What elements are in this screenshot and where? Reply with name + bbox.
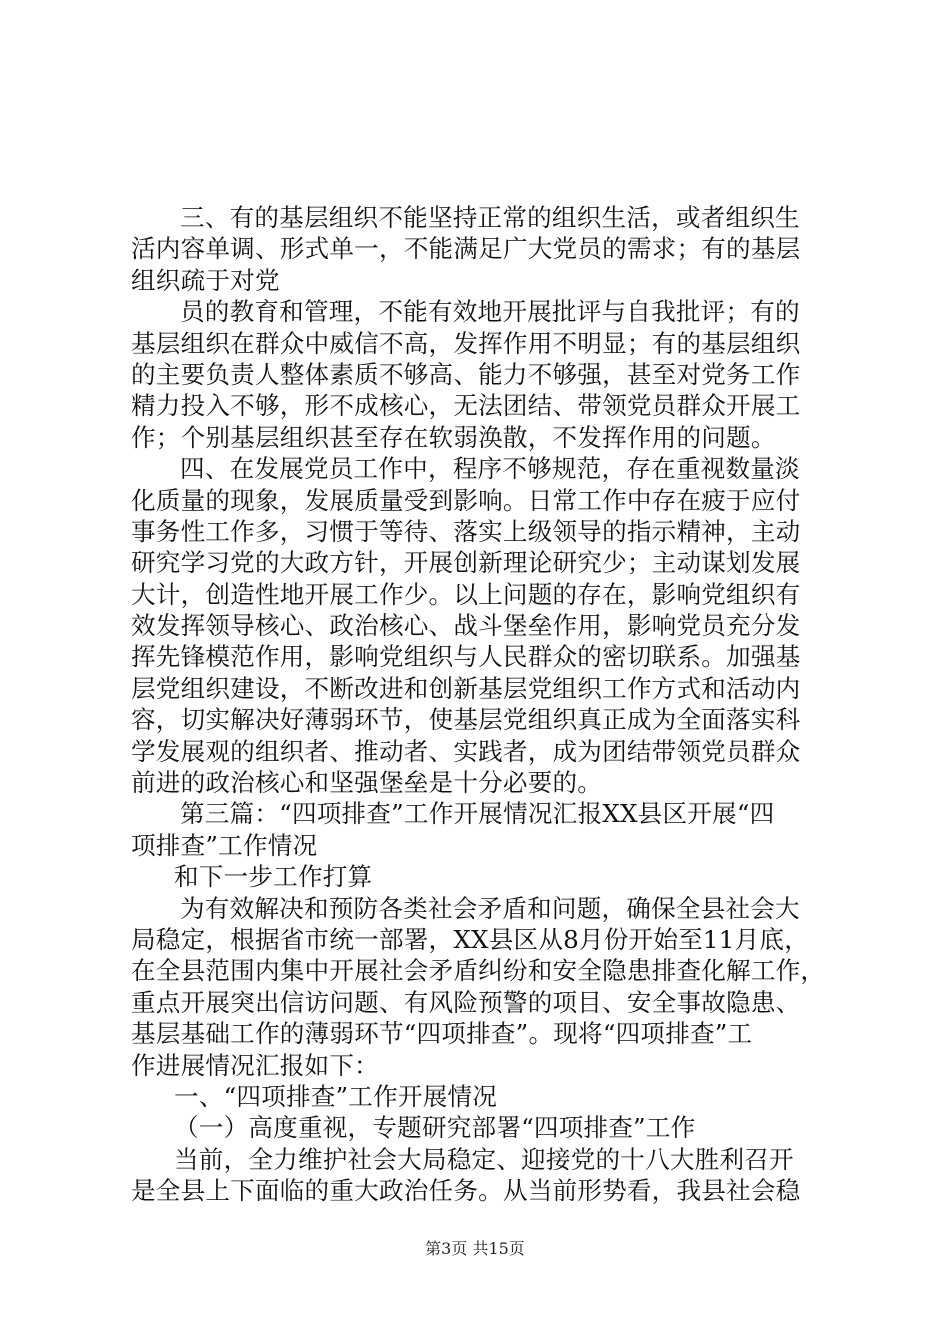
text-line: 为有效解决和预防各类社会矛盾和问题，确保全县社会大 [180,893,800,923]
page-number-footer: 第3页 共15页 [425,1239,525,1258]
text-line: 学发展观的组织者、推动者、实践者，成为团结带领党员群众 [131,736,801,766]
text-line: 组织疏于对党 [131,265,280,295]
text-line: 大计，创造性地开展工作少。以上问题的存在，影响党组织有 [131,579,801,609]
text-line: 容，切实解决好薄弱环节，使基层党组织真正成为全面落实科 [131,705,801,735]
text-line: 基层基础工作的薄弱环节“四项排查”。现将“四项排查”工 [131,1019,753,1049]
section-heading-line: 和下一步工作打算 [174,862,373,892]
text-line: 局稳定，根据省市统一部署，XX县区从8月份开始至11月底， [131,924,810,954]
text-line: 作进展情况汇报如下： [131,1050,379,1080]
text-line: 挥先锋模范作用，影响党组织与人民群众的密切联系。加强基 [131,642,801,672]
text-line: 的主要负责人整体素质不够高、能力不够强，甚至对党务工作 [131,359,801,389]
text-line: 效发挥领导核心、政治核心、战斗堡垒作用，影响党员充分发 [131,611,801,641]
section-heading-line: 第三篇：“四项排查”工作开展情况汇报XX县区开展“四 [180,799,775,829]
text-line: 事务性工作多，习惯于等待、落实上级领导的指示精神，主动 [131,516,801,546]
text-line: 精力投入不够，形不成核心，无法团结、带领党员群众开展工 [131,391,801,421]
subheading-line: （一）高度重视，专题研究部署“四项排查”工作 [174,1113,696,1143]
text-line: 研究学习党的大政方针，开展创新理论研究少；主动谋划发展 [131,548,801,578]
subheading-line: 一、“四项排查”工作开展情况 [174,1081,498,1111]
text-line: 三、有的基层组织不能坚持正常的组织生活，或者组织生 [180,203,800,232]
text-line: 在全县范围内集中开展社会矛盾纠纷和安全隐患排查化解工作， [131,956,826,986]
text-line: 员的教育和管理，不能有效地开展批评与自我批评；有的 [180,297,800,327]
text-line: 活内容单调、形式单一，不能满足广大党员的需求；有的基层 [131,234,801,264]
text-line: 是全县上下面临的重大政治任务。从当前形势看，我县社会稳 [131,1176,801,1206]
section-heading-line: 项排查”工作情况 [131,830,318,860]
text-line: 当前，全力维护社会大局稳定、迎接党的十八大胜利召开 [174,1144,794,1174]
text-line: 层党组织建设，不断改进和创新基层党组织工作方式和活动内 [131,673,801,703]
text-line: 作；个别基层组织甚至存在软弱涣散，不发挥作用的问题。 [131,422,776,452]
text-line: 四、在发展党员工作中，程序不够规范，存在重视数量淡 [180,454,800,484]
text-line: 基层组织在群众中威信不高，发挥作用不明显；有的基层组织 [131,328,801,358]
text-line: 前进的政治核心和坚强堡垒是十分必要的。 [131,768,603,798]
document-body [131,202,831,1207]
text-line: 重点开展突出信访问题、有风险预警的项目、安全事故隐患、 [131,987,801,1017]
text-line: 化质量的现象，发展质量受到影响。日常工作中存在疲于应付 [131,485,801,515]
